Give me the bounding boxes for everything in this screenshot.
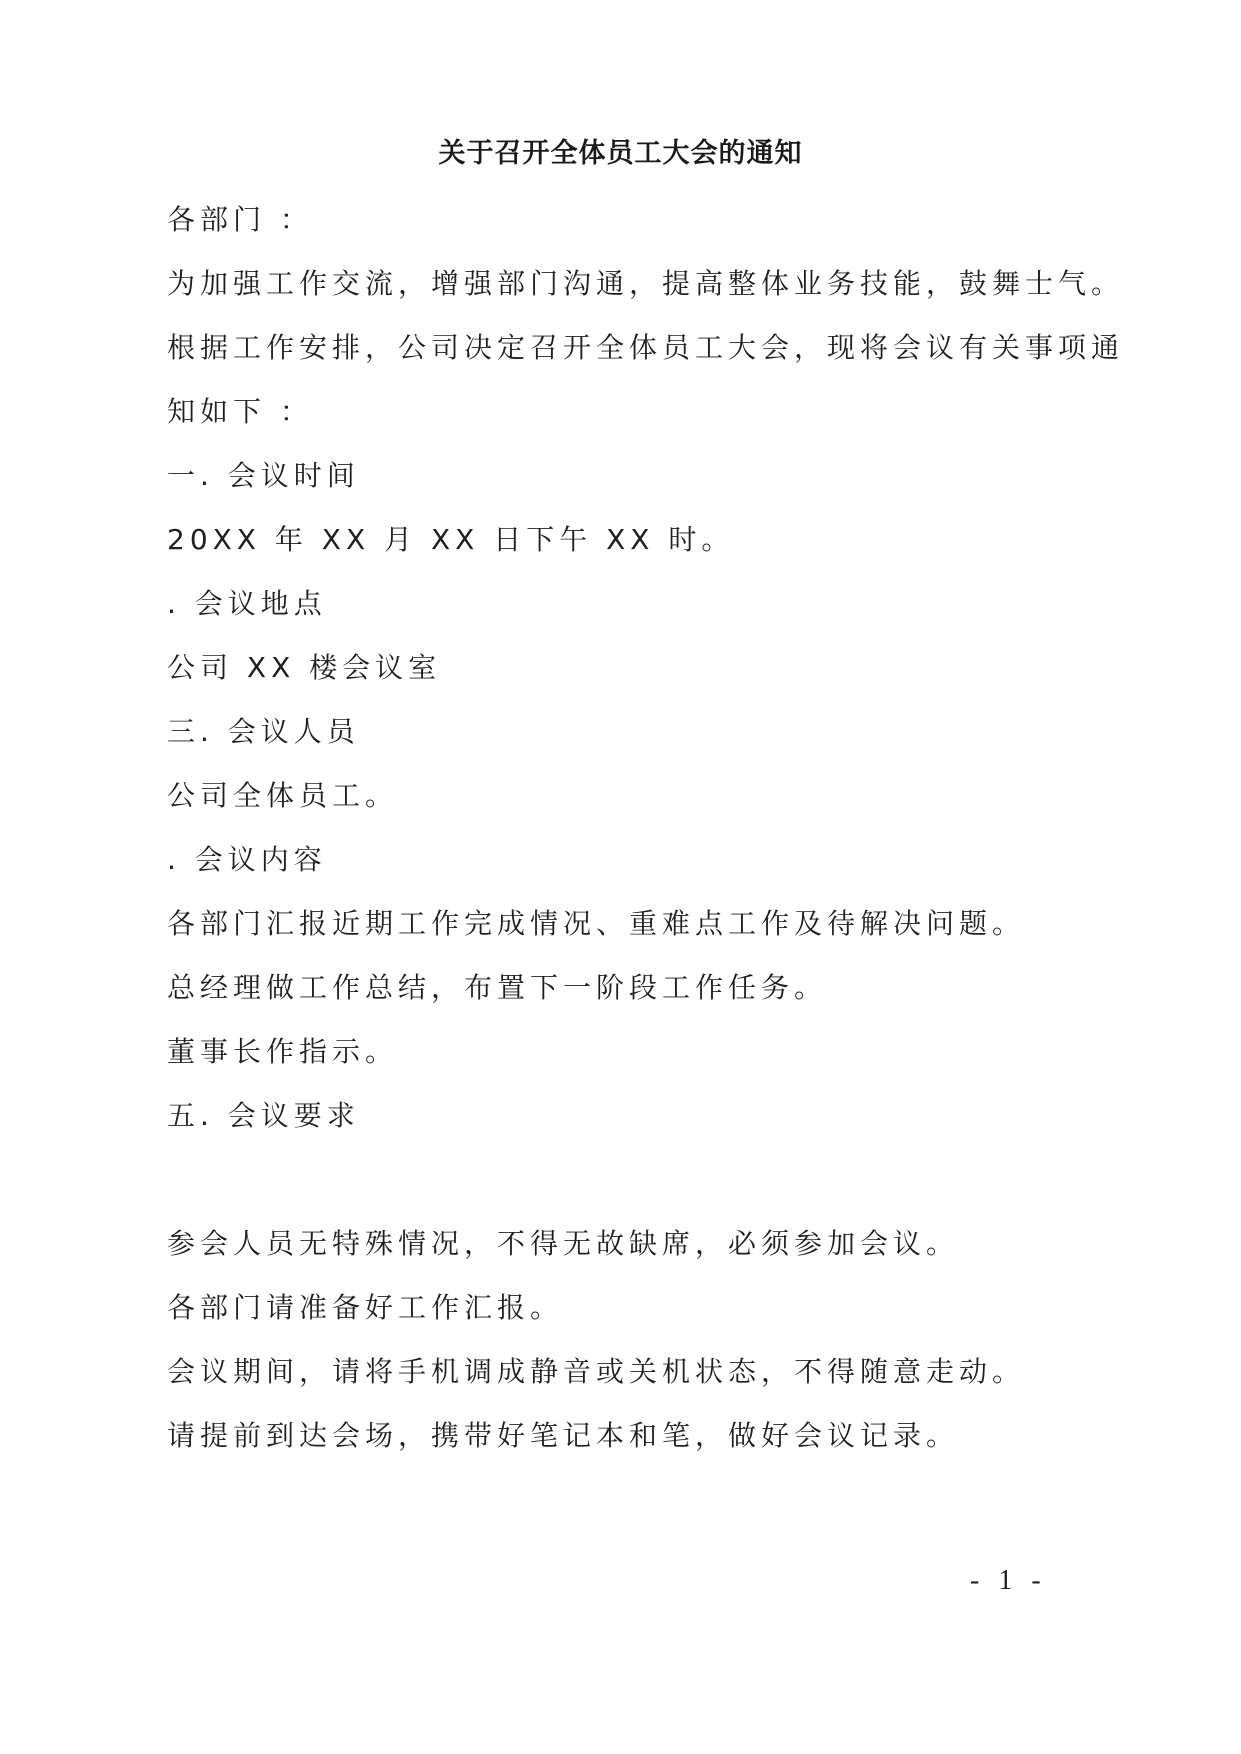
salutation: 各部门 ： bbox=[167, 203, 313, 236]
meeting-attendees: 公司全体员工。 bbox=[167, 779, 399, 812]
meeting-location: 公司 XX 楼会议室 bbox=[167, 651, 442, 684]
requirement-item: 会议期间，请将手机调成静音或关机状态，不得随意走动。 bbox=[167, 1355, 1026, 1388]
body-paragraph-line: 知如下 ： bbox=[167, 395, 313, 428]
body-paragraph-line: 根据工作安排，公司决定召开全体员工大会，现将会议有关事项通 bbox=[167, 331, 1125, 364]
meeting-time: 20XX 年 XX 月 XX 日下午 XX 时。 bbox=[167, 523, 735, 556]
section-heading-requirements: 五. 会议要求 bbox=[167, 1099, 360, 1132]
requirement-item: 请提前到达会场，携带好笔记本和笔，做好会议记录。 bbox=[167, 1419, 960, 1452]
body-paragraph-line: 为加强工作交流，增强部门沟通，提高整体业务技能，鼓舞士气。 bbox=[167, 267, 1125, 300]
requirement-item: 参会人员无特殊情况，不得无故缺席，必须参加会议。 bbox=[167, 1227, 960, 1260]
section-heading-time: 一. 会议时间 bbox=[167, 459, 360, 492]
content-item: 董事长作指示。 bbox=[167, 1035, 399, 1068]
page-number: - 1 - bbox=[970, 1565, 1047, 1596]
section-heading-attendees: 三. 会议人员 bbox=[167, 715, 360, 748]
content-item: 总经理做工作总结，布置下一阶段工作任务。 bbox=[167, 971, 828, 1004]
document-title: 关于召开全体员工大会的通知 bbox=[438, 138, 803, 169]
content-item: 各部门汇报近期工作完成情况、重难点工作及待解决问题。 bbox=[167, 907, 1026, 940]
requirement-item: 各部门请准备好工作汇报。 bbox=[167, 1291, 564, 1324]
section-heading-content: . 会议内容 bbox=[167, 843, 327, 876]
section-heading-location: . 会议地点 bbox=[167, 587, 327, 620]
